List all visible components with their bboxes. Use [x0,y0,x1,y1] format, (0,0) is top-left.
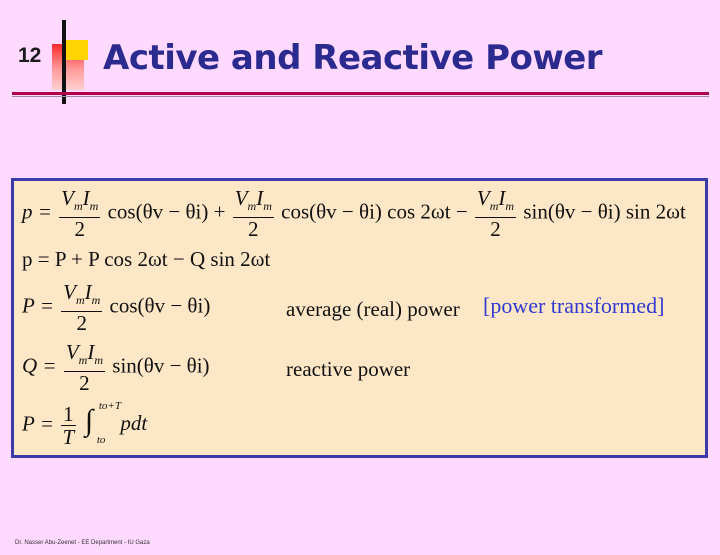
eq3-term: cos(θv − θi) [109,293,211,318]
decor-horizontal-line-shadow [12,96,709,97]
integrand: pdt [120,411,148,436]
eq4-frac: $\frac{V_mI_m}{2}$ [65,340,104,396]
eq1-lhs: p = [22,199,52,224]
eq4-lhs: Q = [22,353,57,378]
decor-horizontal-line [12,92,709,95]
eq1-frac-b: $\frac{V_mI_m}{2}$ [234,186,272,242]
integral-upper-limit: to+T [98,400,121,413]
eq1-term2: cos(θv − θi) cos 2ωt − [281,199,468,224]
eq1-frac-c: $\frac{V_mI_m}{2}$ [476,186,515,242]
eq1-term1: cos(θv − θi) + [107,199,226,224]
equation-average-integral [22,400,148,449]
slide-title: Active and Reactive Power [103,38,603,78]
equation-power-expanded: p = P + P cos 2ωt − Q sin 2ωt [22,247,271,271]
slide-number: 12 [18,44,42,67]
equation-box [11,178,708,458]
eq4-term: sin(θv − θi) [112,353,210,378]
decor-yellow-block [66,40,88,60]
equation-average-power [22,281,210,334]
eq5-lhs: P = [22,411,54,436]
eq3-frac: $\frac{V_mI_m}{2}$ [63,280,101,336]
eq3-lhs: P = [22,293,54,318]
eq5-frac: $\frac{1}{T}$ [62,402,75,449]
power-transformed-text: power transformed [490,293,658,318]
average-power-label: average (real) power [286,297,460,321]
power-transformed-label: [power transformed] [483,293,665,318]
integral-lower-limit: to [96,434,106,447]
eq1-frac-a: $\frac{V_mI_m}{2}$ [61,186,99,242]
integral-sign: ∫ to+T to [84,400,121,447]
equation-instantaneous-power [22,187,686,240]
footer-credit: Dr. Nasser Abu-Zeenet - EE Department - IU Gaza [15,540,150,546]
eq1-term3: sin(θv − θi) sin 2ωt [523,199,686,224]
equation-reactive-power [22,341,210,394]
reactive-power-label: reactive power [286,357,411,381]
